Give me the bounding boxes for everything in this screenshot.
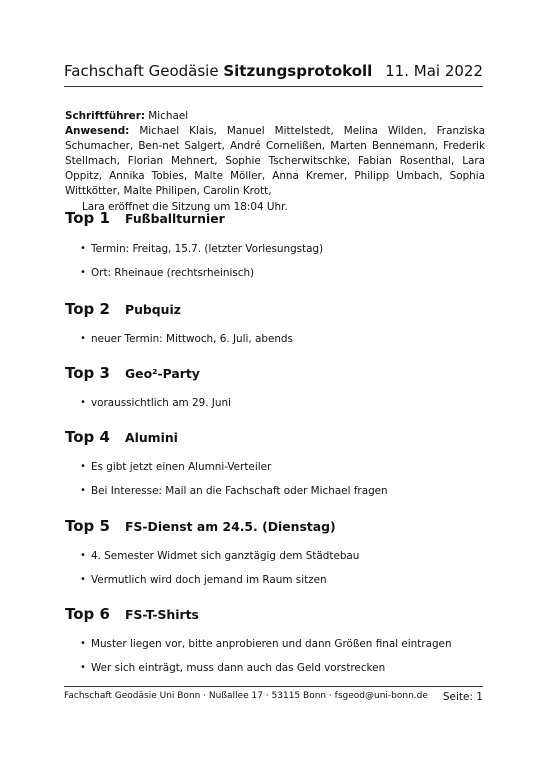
header-date: 11. Mai 2022	[385, 62, 483, 80]
section-top-4	[65, 428, 485, 498]
section-top-6	[65, 605, 485, 675]
page-footer	[64, 691, 483, 703]
section-number: Top 6	[65, 605, 110, 623]
section-title: FS-Dienst am 24.5. (Dienstag)	[125, 519, 336, 534]
section-title: Geo²-Party	[125, 366, 200, 381]
section-top-3	[65, 364, 485, 410]
bullet-list	[65, 332, 485, 346]
list-item: • 4. Semester Widmet sich ganztägig dem Städtebau	[65, 549, 485, 563]
header-prefix: Fachschaft Geodäsie	[64, 62, 224, 80]
meeting-meta	[65, 109, 485, 215]
section-title: Alumini	[125, 430, 178, 445]
page-number: Seite: 1	[442, 691, 483, 703]
list-item: • voraussichtlich am 29. Juni	[65, 396, 485, 410]
section-top-2	[65, 300, 485, 346]
opening-line: Lara eröffnet die Sitzung um 18:04 Uhr.	[82, 200, 288, 213]
section-title: Fußballturnier	[125, 211, 225, 226]
list-item: • Vermutlich wird doch jemand im Raum sitzen	[65, 573, 485, 587]
section-heading	[65, 428, 485, 452]
section-top-1	[65, 209, 485, 280]
section-heading	[65, 517, 485, 541]
section-number: Top 5	[65, 517, 110, 535]
header-divider	[64, 86, 483, 87]
list-item: • Es gibt jetzt einen Alumni-Verteiler	[65, 460, 485, 474]
section-title: FS-T-Shirts	[125, 607, 199, 622]
section-number: Top 3	[65, 364, 110, 382]
footer-divider	[64, 686, 483, 687]
footer-address: Fachschaft Geodäsie Uni Bonn · Nußallee 17 · 53115 Bonn · fsgeod@uni-bonn.de	[64, 691, 428, 701]
section-heading	[65, 605, 485, 629]
section-title: Pubquiz	[125, 302, 181, 317]
section-heading	[65, 300, 485, 324]
list-item: • Muster liegen vor, bitte anprobieren und dann Größen final eintragen	[65, 637, 485, 651]
header-title-group	[64, 62, 372, 80]
list-item: • Ort: Rheinaue (rechtsrheinisch)	[65, 266, 485, 280]
list-item: • neuer Termin: Mittwoch, 6. Juli, abends	[65, 332, 485, 346]
bullet-list	[65, 637, 485, 675]
section-number: Top 1	[65, 209, 110, 227]
section-number: Top 4	[65, 428, 110, 446]
attendee-list: Michael Klais, Manuel Mittelstedt, Melina Wilden, Franziska Schumacher, Ben-net Salgert, André Cornelißen, Marten Bennemann, Frederik Stellmach, Florian Mehnert, Sophie Tscherwitschke, Fabian Rosenthal, Lara Oppitz, Annika Tobies, Malte Möller, Anna Kremer, Philipp Umbach, Sophia Wittkötter, Malte Philipen, Carolin Krott,	[65, 125, 485, 198]
section-top-5	[65, 517, 485, 587]
recorder-label: Schriftführer:	[65, 110, 145, 122]
list-item: • Termin: Freitag, 15.7. (letzter Vorlesungstag)	[65, 242, 485, 256]
bullet-list	[65, 460, 485, 498]
list-item: • Wer sich einträgt, muss dann auch das Geld vorstrecken	[65, 661, 485, 675]
section-number: Top 2	[65, 300, 110, 318]
present-label: Anwesend:	[65, 125, 130, 138]
recorder-name: Michael	[148, 110, 189, 122]
list-item: • Bei Interesse: Mail an die Fachschaft oder Michael fragen	[65, 484, 485, 498]
header-title: Sitzungsprotokoll	[223, 62, 373, 80]
page-header	[64, 62, 483, 86]
bullet-list	[65, 396, 485, 410]
section-heading	[65, 209, 485, 233]
bullet-list	[65, 549, 485, 587]
bullet-list	[65, 242, 485, 280]
section-heading	[65, 364, 485, 388]
